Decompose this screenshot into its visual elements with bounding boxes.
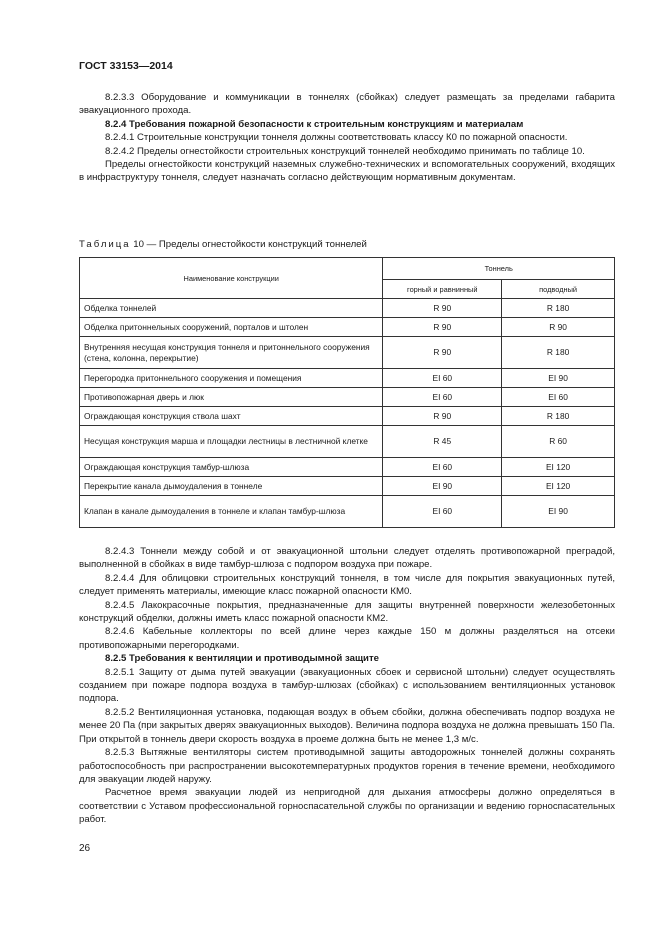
cell-mountain-value: EI 60: [383, 388, 502, 407]
paragraph: 8.2.5.3 Вытяжные вентиляторы систем противодымной защиты автодорожных тоннелей должны сохранять работоспособность при распространении высокотемпературных продуктов горения в течение времени, необходимого для эвакуации людей наружу.: [79, 747, 615, 785]
table-caption-title: 10 — Пределы огнестойкости конструкций тоннелей: [133, 239, 367, 250]
table-row: [80, 426, 615, 458]
paragraph: 8.2.4.4 Для облицовки строительных конструкций тоннеля, в том числе для покрытия эвакуационных путей, следует применять материалы, имеющие класс пожарной опасности КМ0.: [79, 572, 615, 598]
cell-mountain-value: R 90: [383, 299, 502, 318]
cell-construction-name: Обделка тоннелей: [80, 299, 383, 318]
cell-construction-name: Несущая конструкция марша и площадки лестницы в лестничной клетке: [80, 426, 383, 458]
cell-underwater-value: R 90: [502, 318, 615, 337]
section-heading: 8.2.5 Требования к вентиляции и противодымной защите: [105, 653, 379, 665]
paragraph: Пределы огнестойкости конструкций наземных служебно-технических и вспомогательных сооружений, входящих в инфраструктуру тоннеля, следует назначать согласно действующим нормативным документам.: [79, 159, 615, 184]
cell-mountain-value: EI 60: [383, 369, 502, 388]
cell-construction-name: Перегородка притоннельного сооружения и помещения: [80, 369, 383, 388]
table-row: [80, 369, 615, 388]
table-row: [80, 299, 615, 318]
table-row: [80, 388, 615, 407]
table-row: [80, 477, 615, 496]
cell-mountain-value: R 90: [383, 407, 502, 426]
cell-construction-name: Перекрытие канала дымоудаления в тоннеле: [80, 477, 383, 496]
cell-construction-name: Ограждающая конструкция ствола шахт: [80, 407, 383, 426]
cell-construction-name: Обделка притоннельных сооружений, порталов и штолен: [80, 318, 383, 337]
standard-header: ГОСТ 33153—2014: [79, 60, 173, 72]
page-number: 26: [79, 843, 91, 854]
table-row: [80, 458, 615, 477]
cell-mountain-value: EI 90: [383, 477, 502, 496]
column-header-tunnel: Тоннель: [383, 258, 615, 280]
cell-underwater-value: R 60: [502, 426, 615, 458]
column-header-mountain: горный и равнинный: [383, 280, 502, 299]
cell-construction-name: Клапан в канале дымоудаления в тоннеле и клапан тамбур-шлюза: [80, 496, 383, 528]
cell-mountain-value: EI 60: [383, 458, 502, 477]
table-row: [80, 318, 615, 337]
table-row: [80, 337, 615, 369]
table-row: [80, 496, 615, 528]
paragraph: 8.2.4.5 Лакокрасочные покрытия, предназначенные для защиты внутренней поверхности железобетонных конструкций обделки, должны иметь класс пожарной опасности КМ2.: [79, 599, 615, 625]
paragraph: 8.2.4.6 Кабельные коллекторы по всей длине через каждые 150 м должны разделяться на отсеки противопожарными перегородками.: [79, 626, 615, 651]
cell-mountain-value: EI 60: [383, 496, 502, 528]
paragraph: Расчетное время эвакуации людей из непригодной для дыхания атмосферы должно определяться в соответствии с Уставом профессиональной горноспасательной службы по организации и ведению горноспасательных работ.: [79, 787, 615, 826]
column-header-underwater: подводный: [502, 280, 615, 299]
text-block-bottom: [79, 545, 615, 827]
cell-mountain-value: R 90: [383, 318, 502, 337]
cell-mountain-value: R 90: [383, 337, 502, 369]
cell-construction-name: Внутренняя несущая конструкция тоннеля и притоннельного сооружения (стена, колонна, перекрытие): [80, 337, 383, 369]
paragraph: 8.2.4.2 Пределы огнестойкости строительных конструкций тоннелей необходимо принимать по таблице 10.: [105, 145, 585, 157]
cell-underwater-value: EI 120: [502, 458, 615, 477]
table-row: [80, 407, 615, 426]
cell-construction-name: Ограждающая конструкция тамбур-шлюза: [80, 458, 383, 477]
cell-underwater-value: EI 90: [502, 369, 615, 388]
table-body: [80, 299, 615, 528]
cell-underwater-value: EI 120: [502, 477, 615, 496]
cell-underwater-value: EI 90: [502, 496, 615, 528]
table-caption: [79, 239, 367, 250]
section-heading: 8.2.4 Требования пожарной безопасности к строительным конструкциям и материалам: [105, 118, 524, 130]
column-header-name: Наименование конструкции: [80, 258, 383, 299]
paragraph: 8.2.3.3 Оборудование и коммуникации в тоннелях (сбойках) следует размещать за пределами габарита эвакуационного прохода.: [79, 92, 615, 117]
table-caption-word: Таблица: [79, 239, 131, 250]
paragraph: 8.2.4.1 Строительные конструкции тоннеля должны соответствовать классу К0 по пожарной опасности.: [105, 132, 568, 144]
paragraph: 8.2.5.2 Вентиляционная установка, подающая воздух в объем сбойки, должна обеспечивать подпор воздуха не менее 20 Па (при закрытых дверях эвакуационных выходов). Величина подпора воздуха не должна превышать 150 Па. При открытой в тоннель двери скорость воздуха в проеме должна быть не менее 1,3 м/с.: [79, 706, 615, 745]
paragraph: 8.2.4.3 Тоннели между собой и от эвакуационной штольни следует отделять противопожарной преградой, выполненной в сбойках в виде тамбур-шлюза с подпором воздуха при пожаре.: [79, 546, 615, 571]
text-block-top: [79, 91, 615, 185]
cell-construction-name: Противопожарная дверь и люк: [80, 388, 383, 407]
cell-mountain-value: R 45: [383, 426, 502, 458]
fire-resistance-table: [79, 257, 615, 528]
cell-underwater-value: R 180: [502, 407, 615, 426]
cell-underwater-value: EI 60: [502, 388, 615, 407]
cell-underwater-value: R 180: [502, 337, 615, 369]
paragraph: 8.2.5.1 Защиту от дыма путей эвакуации (эвакуационных сбоек и сервисной штольни) следует осуществлять созданием при пожаре подпора воздуха в тамбур-шлюзах (сбойках) с использованием вентиляционных установок подпора.: [79, 666, 615, 705]
cell-underwater-value: R 180: [502, 299, 615, 318]
